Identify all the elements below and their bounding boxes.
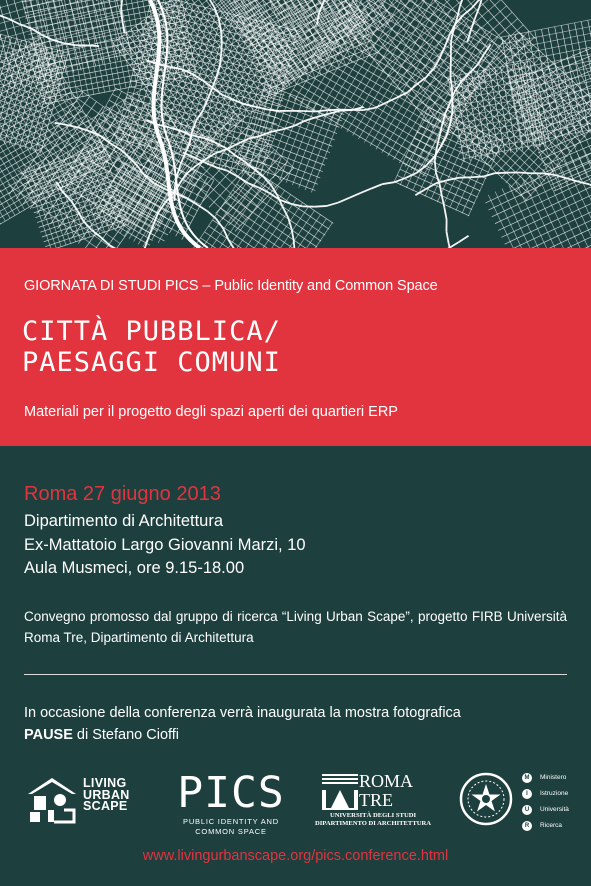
republic-emblem-icon: [458, 770, 514, 830]
house-icon: [26, 770, 82, 828]
roma-tre-wordmark: [359, 772, 413, 810]
pics-wordmark: PICS: [177, 768, 285, 818]
pics-sub-line-1: PUBLIC IDENTITY AND: [183, 817, 279, 826]
title-band: [0, 248, 591, 446]
divider: [24, 674, 567, 675]
event-venue: [24, 510, 306, 581]
street-map-svg: [0, 0, 591, 248]
pics-sub-line-2: COMMON SPACE: [195, 826, 267, 836]
miur-logo: [458, 770, 578, 834]
title-line-2: PAESAGGI COMUNI: [22, 347, 281, 378]
venue-line-3: Aula Musmeci, ore 9.15-18.00: [24, 559, 245, 577]
roma-tre-logo: [314, 770, 432, 834]
pics-logo: [172, 768, 290, 836]
lus-line-2: URBAN: [83, 787, 130, 802]
lus-line-3: SCAPE: [83, 799, 128, 813]
exhibition-line-2: [24, 724, 461, 746]
miur-letter-u: U: [522, 805, 532, 815]
venue-line-2: Ex-Mattatoio Largo Giovanni Marzi, 10: [24, 535, 306, 554]
exhibition-line-1: In occasione della conferenza verrà inaugurata la mostra fotografica: [24, 705, 461, 721]
miur-label: Ministero: [540, 774, 567, 781]
website-link[interactable]: www.livingurbanscape.org/pics.conference.html: [142, 848, 449, 864]
columns-icon: [320, 772, 360, 812]
logos-row: [0, 770, 591, 840]
roma-line-2: TRE: [359, 790, 393, 810]
pics-subtitle: [172, 817, 290, 836]
miur-letter-i: I: [522, 789, 532, 799]
page-subtitle: Materiali per il progetto degli spazi aperti dei quartieri ERP: [24, 404, 398, 420]
exhibition-author: di Stefano Cioffi: [72, 727, 180, 743]
exhibition-note: [24, 702, 461, 746]
roma-sub-line-1: UNIVERSITÀ DEGLI STUDI: [329, 812, 417, 819]
event-date: Roma 27 giugno 2013: [24, 483, 221, 505]
roma-line-1: ROMA: [359, 771, 414, 791]
miur-label: Istruzione: [540, 790, 569, 797]
miur-label: Università: [540, 806, 569, 813]
roma-sub-line-2: DIPARTIMENTO DI ARCHITETTURA: [314, 820, 432, 827]
promo-text: Convegno promosso dal gruppo di ricerca “Living Urban Scape”, progetto FIRB Università Roma Tre, Dipartimento di Architettura: [24, 609, 567, 645]
exhibition-title: PAUSE: [24, 727, 73, 743]
page-title: [22, 316, 281, 378]
living-urban-scape-logo: [26, 770, 146, 828]
event-tagline: GIORNATA DI STUDI PICS – Public Identity and Common Space: [24, 278, 438, 294]
venue-line-1: Dipartimento di Architettura: [24, 512, 224, 530]
roma-tre-subtitle: [314, 812, 432, 828]
lus-wordmark: [83, 778, 130, 813]
miur-label: Ricerca: [540, 822, 563, 829]
miur-letter-r: R: [522, 821, 532, 831]
street-map-illustration: [0, 0, 591, 248]
lus-line-1: LIVING: [83, 776, 127, 790]
title-line-1: CITTÀ PUBBLICA/: [22, 316, 281, 347]
miur-letter-m: M: [522, 773, 532, 783]
